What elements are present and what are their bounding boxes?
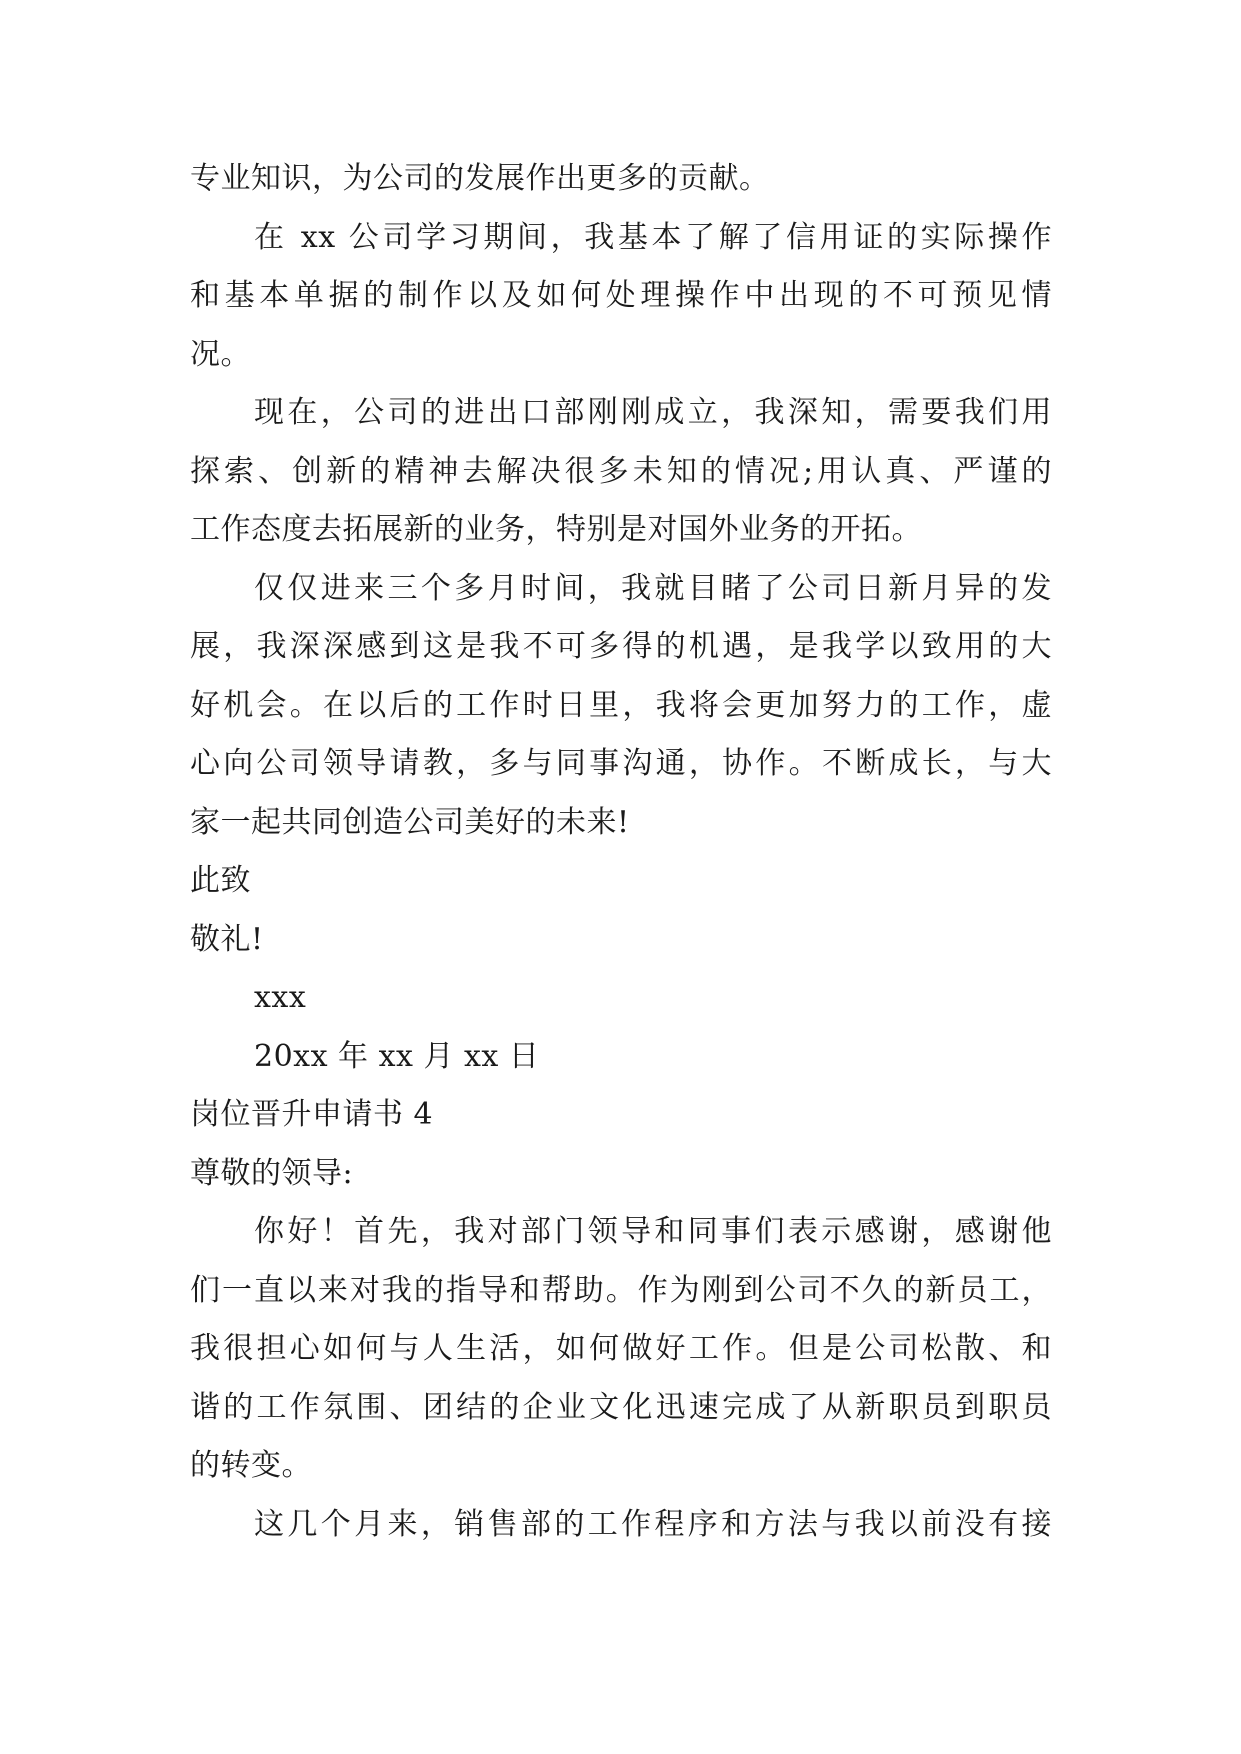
text-line: 展，我深深感到这是我不可多得的机遇，是我学以致用的大	[190, 629, 1052, 664]
text-line: 我很担心如何与人生活，如何做好工作。但是公司松散、和	[190, 1331, 1052, 1366]
text-line: xxx	[254, 980, 307, 1015]
text-line: 工作态度去拓展新的业务，特别是对国外业务的开拓。	[190, 512, 922, 547]
text-line: 况。	[190, 336, 251, 372]
text-line: 此致	[190, 863, 251, 898]
text-line: 20xx 年 xx 月 xx 日	[254, 1038, 540, 1074]
text-line: 和基本单据的制作以及如何处理操作中出现的不可预见情	[190, 278, 1052, 313]
text-line: 这几个月来，销售部的工作程序和方法与我以前没有接	[254, 1506, 1052, 1542]
text-line: 们一直以来对我的指导和帮助。作为刚到公司不久的新员工，	[190, 1272, 1052, 1308]
document-body	[190, 150, 1052, 1554]
text-line: 好机会。在以后的工作时日里，我将会更加努力的工作，虚	[190, 687, 1052, 723]
text-line: 心向公司领导请教，多与同事沟通，协作。不断成长，与大	[190, 746, 1052, 781]
text-line: 的转变。	[190, 1448, 312, 1483]
text-line: 谐的工作氛围、团结的企业文化迅速完成了从新职员到职员	[190, 1389, 1052, 1425]
text-line: 你好！首先，我对部门领导和同事们表示感谢，感谢他	[254, 1214, 1052, 1249]
text-line: 现在，公司的进出口部刚刚成立，我深知，需要我们用	[254, 395, 1052, 430]
text-line: 家一起共同创造公司美好的未来!	[190, 804, 630, 840]
text-line: 仅仅进来三个多月时间，我就目睹了公司日新月异的发	[254, 570, 1052, 606]
text-line: 尊敬的领导:	[190, 1155, 354, 1191]
text-line: 岗位晋升申请书 4	[190, 1097, 434, 1132]
text-line: 专业知识，为公司的发展作出更多的贡献。	[190, 161, 770, 196]
text-line: 探索、创新的精神去解决很多未知的情况;用认真、严谨的	[190, 453, 1052, 489]
text-line: 敬礼!	[190, 921, 264, 957]
text-line: 在 xx 公司学习期间，我基本了解了信用证的实际操作	[254, 219, 1052, 255]
